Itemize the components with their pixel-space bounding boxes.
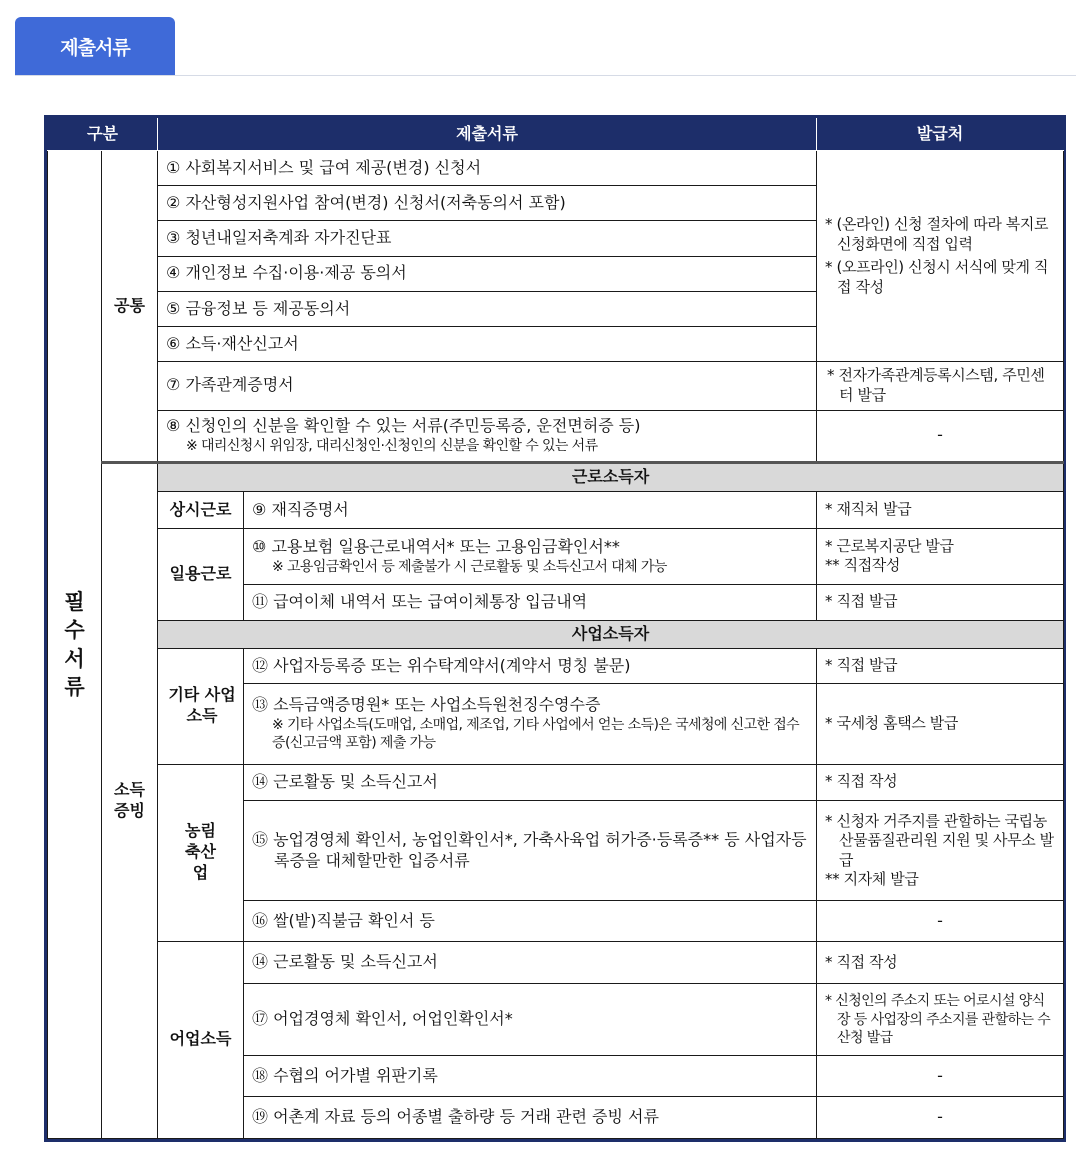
doc-row-17-issuer: * 신청인의 주소지 또는 어로시설 양식장 등 사업장의 주소지를 관할하는 수산청 발급 [817,983,1064,1055]
doc-row-8 [158,410,817,462]
doc-row-4: ④ 개인정보 수집·이용·제공 동의서 [158,256,817,291]
doc-row-10-main: ⑩ 고용보험 일용근로내역서* 또는 고용임금확인서** [252,536,620,556]
doc-row-15-issuer-1: * 신청자 거주지를 관할하는 국립농산물품질관리원 지원 및 사무소 발급 [825,811,1054,869]
doc-row-14-fish-issuer: * 직접 작성 [817,941,1064,983]
doc-row-5: ⑤ 금융정보 등 제공동의서 [158,291,817,326]
tab-underline [15,75,1076,76]
doc-row-3: ③ 청년내일저축계좌 자가진단표 [158,221,817,256]
doc-row-8-issuer: - [817,410,1064,462]
doc-row-11-issuer: * 직접 발급 [817,584,1064,620]
doc-row-18: ⑱ 수협의 어가별 위판기록 [244,1056,817,1096]
documents-table-frame [44,115,1066,1142]
doc-row-10-issuer [817,529,1064,584]
doc-row-13 [244,684,817,764]
common-issuer-online: * (온라인) 신청 절차에 따라 복지로 신청화면에 직접 입력 [825,215,1049,253]
doc-row-1: ① 사회복지서비스 및 급여 제공(변경) 신청서 [158,151,817,186]
doc-row-8-note: ※ 대리신청시 위임장, 대리신청인·신청인의 신분을 확인할 수 있는 서류 [186,437,598,454]
tab-label: 제출서류 [60,37,130,59]
documents-table [47,118,1064,1139]
doc-row-19-issuer: - [817,1096,1064,1138]
doc-row-16: ⑯ 쌀(밭)직불금 확인서 등 [244,901,817,941]
income-proof-label: 소득증빙 [102,462,158,1138]
doc-row-14-farm-issuer: * 직접 작성 [817,764,1064,800]
doc-row-10-issuer-2: ** 직접작성 [825,556,900,575]
doc-row-16-issuer: - [817,901,1064,941]
doc-row-15-issuer-2: ** 지자체 발급 [825,870,919,889]
doc-row-13-main: ⑬ 소득금액증명원* 또는 사업소득원천징수영수증 [252,695,601,715]
doc-row-14-fish: ⑭ 근로활동 및 소득신고서 [244,941,817,983]
doc-row-10-issuer-1: * 근로복지공단 발급 [825,536,954,555]
doc-row-7: ⑦ 가족관계증명서 [158,362,817,410]
other-business-label: 기타 사업소득 [158,648,244,764]
doc-row-10 [244,529,817,584]
doc-row-13-issuer: * 국세청 홈택스 발급 [817,684,1064,764]
doc-row-12: ⑫ 사업자등록증 또는 위수탁계약서(계약서 명칭 불문) [244,648,817,683]
doc-row-9-issuer: * 재직처 발급 [817,491,1064,528]
doc-row-8-main: ⑧ 신청인의 신분을 확인할 수 있는 서류(주민등록증, 운전면허증 등) [166,416,641,436]
fishing-label: 어업소득 [158,941,244,1138]
doc-row-10-note: ※ 고용임금확인서 등 제출불가 시 근로활동 및 소득신고서 대체 가능 [272,558,667,575]
doc-row-11: ⑪ 급여이체 내역서 또는 급여이체통장 입금내역 [244,584,817,620]
header-documents: 제출서류 [158,119,817,151]
doc-row-6: ⑥ 소득·재산신고서 [158,327,817,362]
doc-row-14-farm: ⑭ 근로활동 및 소득신고서 [244,764,817,800]
doc-row-12-issuer: * 직접 발급 [817,648,1064,683]
worker-header: 근로소득자 [158,462,1064,491]
doc-row-15: ⑮ 농업경영체 확인서, 농업인확인서*, 가축사육업 허가증·등록증** 등 사업자등록증을 대체할만한 입증서류 [244,800,817,901]
business-header: 사업소득자 [158,620,1064,648]
daily-work-label: 일용근로 [158,529,244,621]
common-label: 공통 [102,151,158,463]
doc-row-18-issuer: - [817,1056,1064,1096]
doc-row-17: ⑰ 어업경영체 확인서, 어업인확인서* [244,983,817,1055]
doc-row-7-issuer: * 전자가족관계등록시스템, 주민센터 발급 [817,362,1064,410]
header-issuer: 발급처 [817,119,1064,151]
regular-work-label: 상시근로 [158,491,244,528]
doc-row-19: ⑲ 어촌계 자료 등의 어종별 출하량 등 거래 관련 증빙 서류 [244,1096,817,1138]
doc-row-9: ⑨ 재직증명서 [244,491,817,528]
doc-row-2: ② 자산형성지원사업 참여(변경) 신청서(저축동의서 포함) [158,186,817,221]
common-issuer [817,151,1064,362]
doc-row-13-note: ※ 기타 사업소득(도매업, 소매업, 제조업, 기타 사업에서 얻는 소득)은 국세청에 신고한 접수증(신고금액 포함) 제출 가능 [272,717,800,752]
farming-label: 농림 축산업 [158,764,244,941]
common-issuer-offline: * (오프라인) 신청시 서식에 맞게 직접 작성 [825,258,1049,296]
header-category: 구분 [48,119,158,151]
tab-submission-documents[interactable] [15,17,175,76]
required-documents-label: 필수서류 [48,151,102,1139]
doc-row-15-issuer [817,800,1064,901]
